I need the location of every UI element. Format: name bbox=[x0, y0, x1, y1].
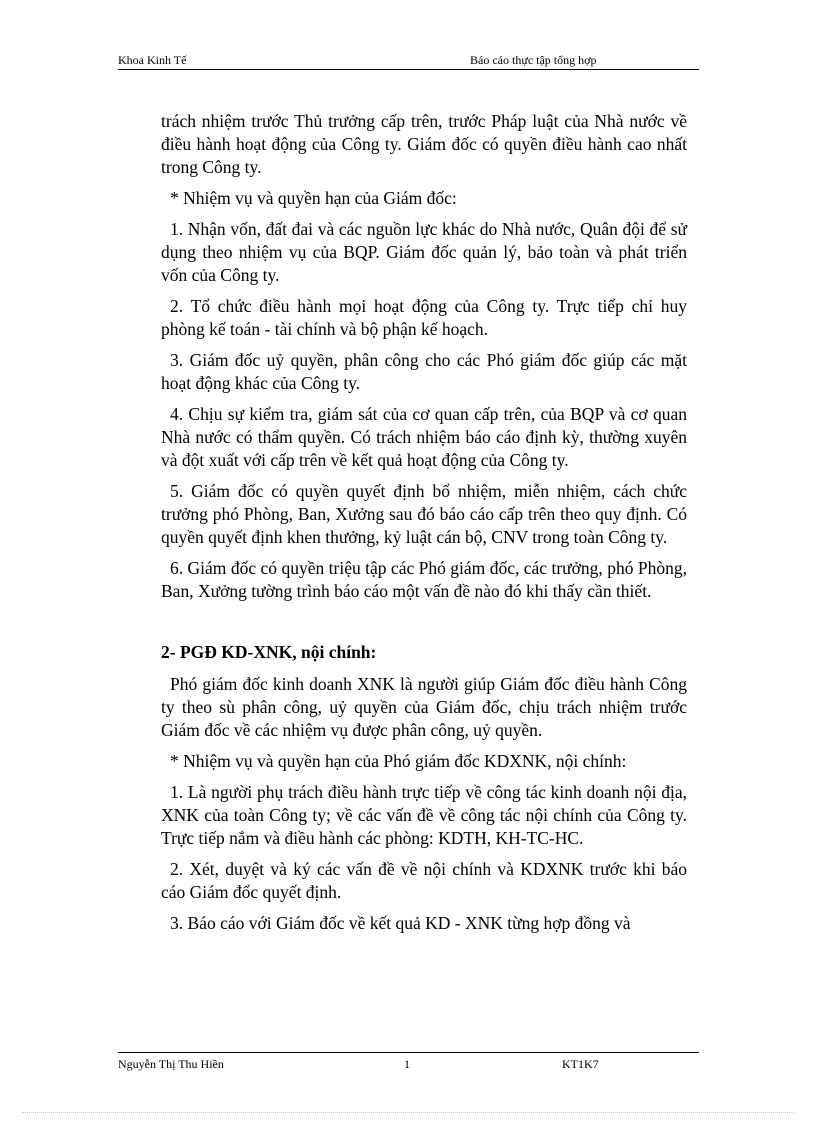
header-rule bbox=[118, 69, 699, 70]
paragraph-continuation: trách nhiệm trước Thủ trưởng cấp trên, trước Pháp luật của Nhà nước về điều hành hoạt động của Công ty. Giám đốc có quyền điều hành cao nhất trong Công ty. bbox=[161, 111, 687, 177]
footer-page-number: 1 bbox=[404, 1057, 410, 1071]
page-bottom-edge bbox=[22, 1112, 794, 1113]
paragraph-deputy-duty-3: 3. Báo cáo với Giám đốc về kết quả KD - XNK từng hợp đồng và bbox=[170, 913, 631, 933]
page-header bbox=[118, 52, 699, 69]
document-body bbox=[161, 110, 687, 943]
header-faculty: Khoa Kinh Tế bbox=[118, 53, 187, 67]
section-heading: 2- PGĐ KD-XNK, nội chính: bbox=[161, 642, 377, 662]
paragraph-director-duty-4: 4. Chịu sự kiểm tra, giám sát của cơ quan cấp trên, của BQP và cơ quan Nhà nước có thẩm quyền. Có trách nhiệm báo cáo định kỳ, thường xuyên và đột xuất với cấp trên về kết quả hoạt động của Công ty. bbox=[161, 404, 687, 470]
paragraph-director-duty-6: 6. Giám đốc có quyền triệu tập các Phó giám đốc, các trưởng, phó Phòng, Ban, Xưởng tường trình báo cáo một vấn đề nào đó khi thấy cần thiết. bbox=[161, 558, 687, 601]
paragraph-deputy-duties-title: * Nhiệm vụ và quyền hạn của Phó giám đốc KDXNK, nội chính: bbox=[170, 751, 627, 771]
paragraph-director-duties-title: * Nhiệm vụ và quyền hạn của Giám đốc: bbox=[170, 188, 457, 208]
paragraph-director-duty-2: 2. Tổ chức điều hành mọi hoạt động của Công ty. Trực tiếp chỉ huy phòng kế toán - tài chính và bộ phận kế hoạch. bbox=[161, 296, 687, 339]
paragraph-deputy-duty-1: 1. Là người phụ trách điều hành trực tiếp về công tác kinh doanh nội địa, XNK của toàn Công ty; về các vấn đề về công tác nội chính của Công ty. Trực tiếp nắm và điều hành các phòng: KDTH, KH-TC-HC. bbox=[161, 782, 687, 848]
paragraph-director-duty-3: 3. Giám đốc uỷ quyền, phân công cho các Phó giám đốc giúp các mặt hoạt động khác của Công ty. bbox=[161, 350, 687, 393]
footer-class-code: KT1K7 bbox=[562, 1057, 599, 1071]
paragraph-director-duty-5: 5. Giám đốc có quyền quyết định bổ nhiệm, miễn nhiệm, cách chức trưởng phó Phòng, Ban, Xưởng sau đó báo cáo cấp trên theo quy định. Có quyền quyết định khen thưởng, kỷ luật cán bộ, CNV trong toàn Công ty. bbox=[161, 481, 687, 547]
paragraph-director-duty-1: 1. Nhận vốn, đất đai và các nguồn lực khác do Nhà nước, Quân đội để sử dụng theo nhiệm vụ của BQP. Giám đốc quản lý, bảo toàn và phát triển vốn của Công ty. bbox=[161, 219, 687, 285]
paragraph-deputy-intro: Phó giám đốc kinh doanh XNK là người giúp Giám đốc điều hành Công ty theo sù phân công, uỷ quyền của Giám đốc, chịu trách nhiệm trước Giám đốc về các nhiệm vụ được phân công, uỷ quyền. bbox=[161, 674, 687, 740]
footer-author: Nguyễn Thị Thu Hiền bbox=[118, 1057, 224, 1071]
paragraph-deputy-duty-2: 2. Xét, duyệt và ký các vấn đề về nội chính và KDXNK trước khi báo cáo Giám đốc quyết định. bbox=[161, 859, 687, 902]
header-report-title: Báo cáo thực tập tổng hợp bbox=[470, 53, 597, 67]
footer-rule bbox=[118, 1052, 699, 1053]
page-footer bbox=[118, 1056, 699, 1073]
